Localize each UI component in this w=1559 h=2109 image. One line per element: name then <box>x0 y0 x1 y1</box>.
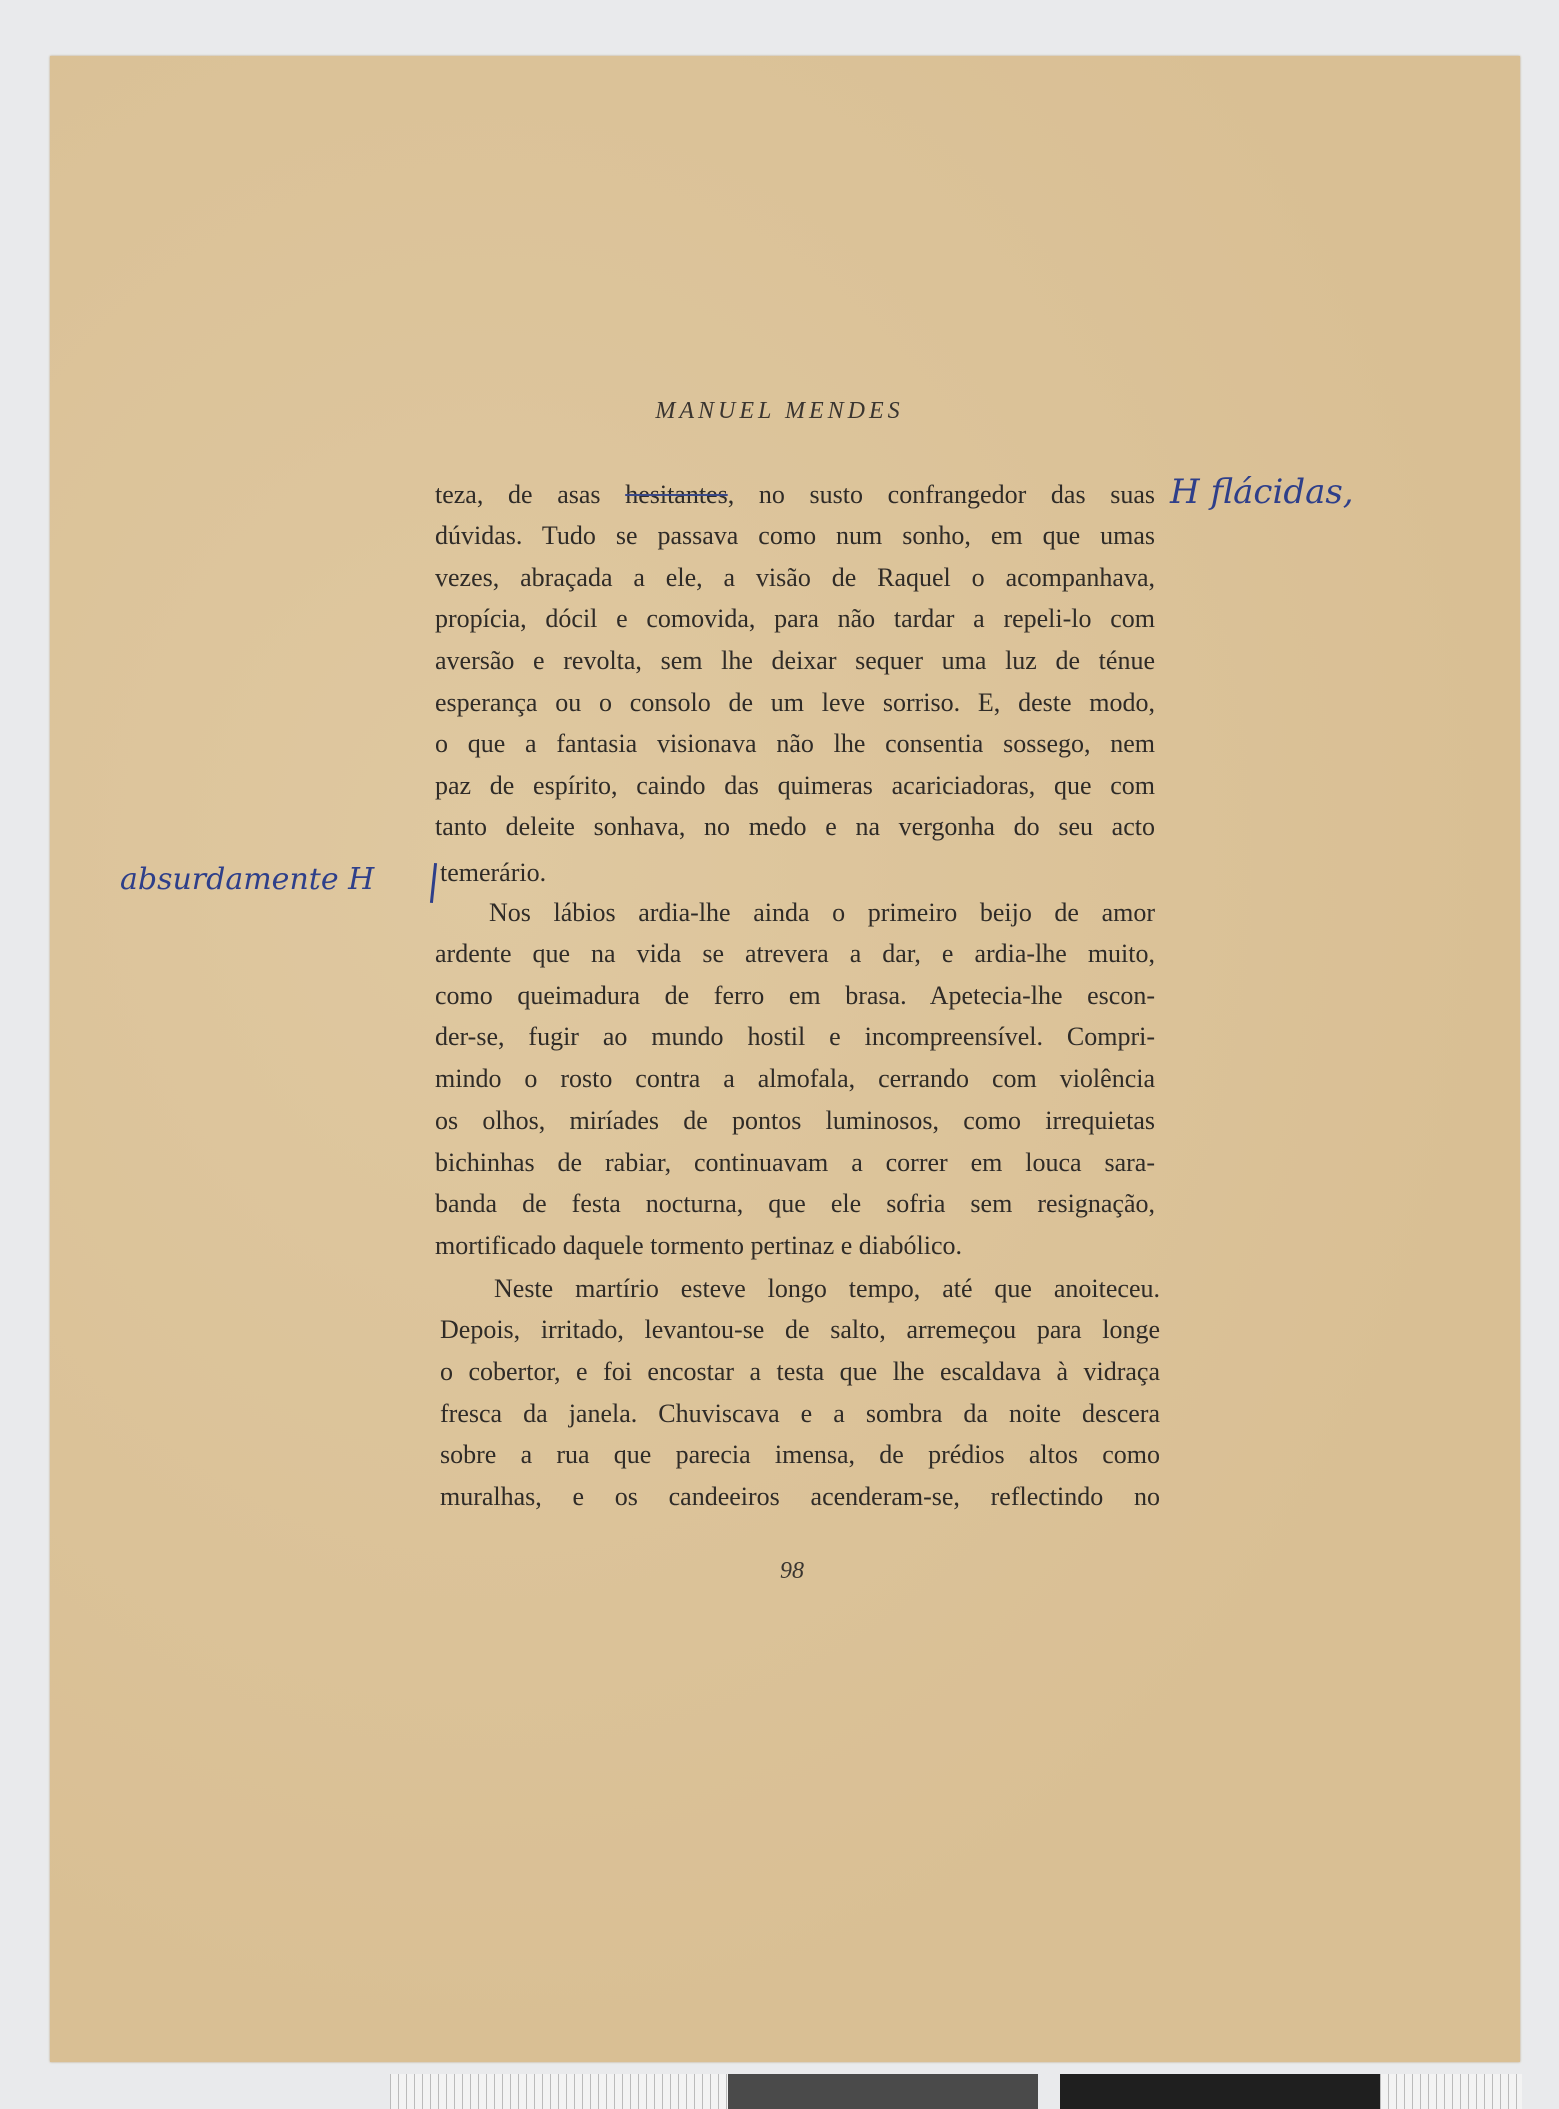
text-line: vezes, abraçada a ele, a visão de Raquel o acompanhava, <box>435 563 1155 592</box>
text-line: Neste martírio esteve longo tempo, até que anoiteceu. <box>494 1274 1160 1303</box>
document-page <box>50 56 1520 2062</box>
black-patch <box>1060 2074 1380 2109</box>
text-line: paz de espírito, caindo das quimeras acariciadoras, que com <box>435 771 1155 800</box>
text-line: mindo o rosto contra a almofala, cerrando com violência <box>435 1064 1155 1093</box>
text-line: Depois, irritado, levantou-se de salto, arremeçou para longe <box>440 1315 1160 1344</box>
text-line: aversão e revolta, sem lhe deixar sequer uma luz de ténue <box>435 646 1155 675</box>
text-line: esperança ou o consolo de um leve sorriso. E, deste modo, <box>435 688 1155 717</box>
text: teza, de asas <box>435 480 626 509</box>
handwritten-note-left: absurdamente H <box>120 862 375 897</box>
text-line: bichinhas de rabiar, continuavam a correr em louca sara- <box>435 1148 1155 1177</box>
text-line: sobre a rua que parecia imensa, de prédios altos como <box>440 1440 1160 1469</box>
scale-ruler <box>1380 2074 1522 2109</box>
text-line: o cobertor, e foi encostar a testa que lhe escaldava à vidraça <box>440 1357 1160 1386</box>
text-line: banda de festa nocturna, que ele sofria sem resignação, <box>435 1189 1155 1218</box>
text-line: muralhas, e os candeeiros acenderam-se, reflectindo no <box>440 1482 1160 1511</box>
text-line: propícia, dócil e comovida, para não tardar a repeli-lo com <box>435 604 1155 633</box>
running-header: MANUEL MENDES <box>655 398 904 424</box>
scale-ruler <box>390 2074 728 2109</box>
text-line: os olhos, miríades de pontos luminosos, como irrequietas <box>435 1106 1155 1135</box>
page-number: 98 <box>780 1558 804 1584</box>
text-line: der-se, fugir ao mundo hostil e incompreensível. Compri- <box>435 1022 1155 1051</box>
text-line: o que a fantasia visionava não lhe consentia sossego, nem <box>435 729 1155 758</box>
text-line: temerário. <box>440 858 547 887</box>
text-line: como queimadura de ferro em brasa. Apetecia-lhe escon- <box>435 981 1155 1010</box>
text-line: mortificado daquele tormento pertinaz e diabólico. <box>435 1231 963 1260</box>
text-line: ardente que na vida se atrevera a dar, e ardia-lhe muito, <box>435 939 1155 968</box>
struck-word: hesitantes <box>625 480 728 509</box>
gray-patch <box>728 2074 1038 2109</box>
text-line: dúvidas. Tudo se passava como num sonho, em que umas <box>435 521 1155 550</box>
text-line: tanto deleite sonhava, no medo e na vergonha do seu acto <box>435 812 1155 841</box>
text: , no susto confrangedor das suas <box>727 480 1155 509</box>
text-line: Nos lábios ardia-lhe ainda o primeiro beijo de amor <box>489 898 1155 927</box>
text-line-1 <box>435 480 1155 510</box>
text-line: fresca da janela. Chuviscava e a sombra da noite descera <box>440 1399 1160 1428</box>
handwritten-note-right: H flácidas, <box>1170 472 1354 512</box>
